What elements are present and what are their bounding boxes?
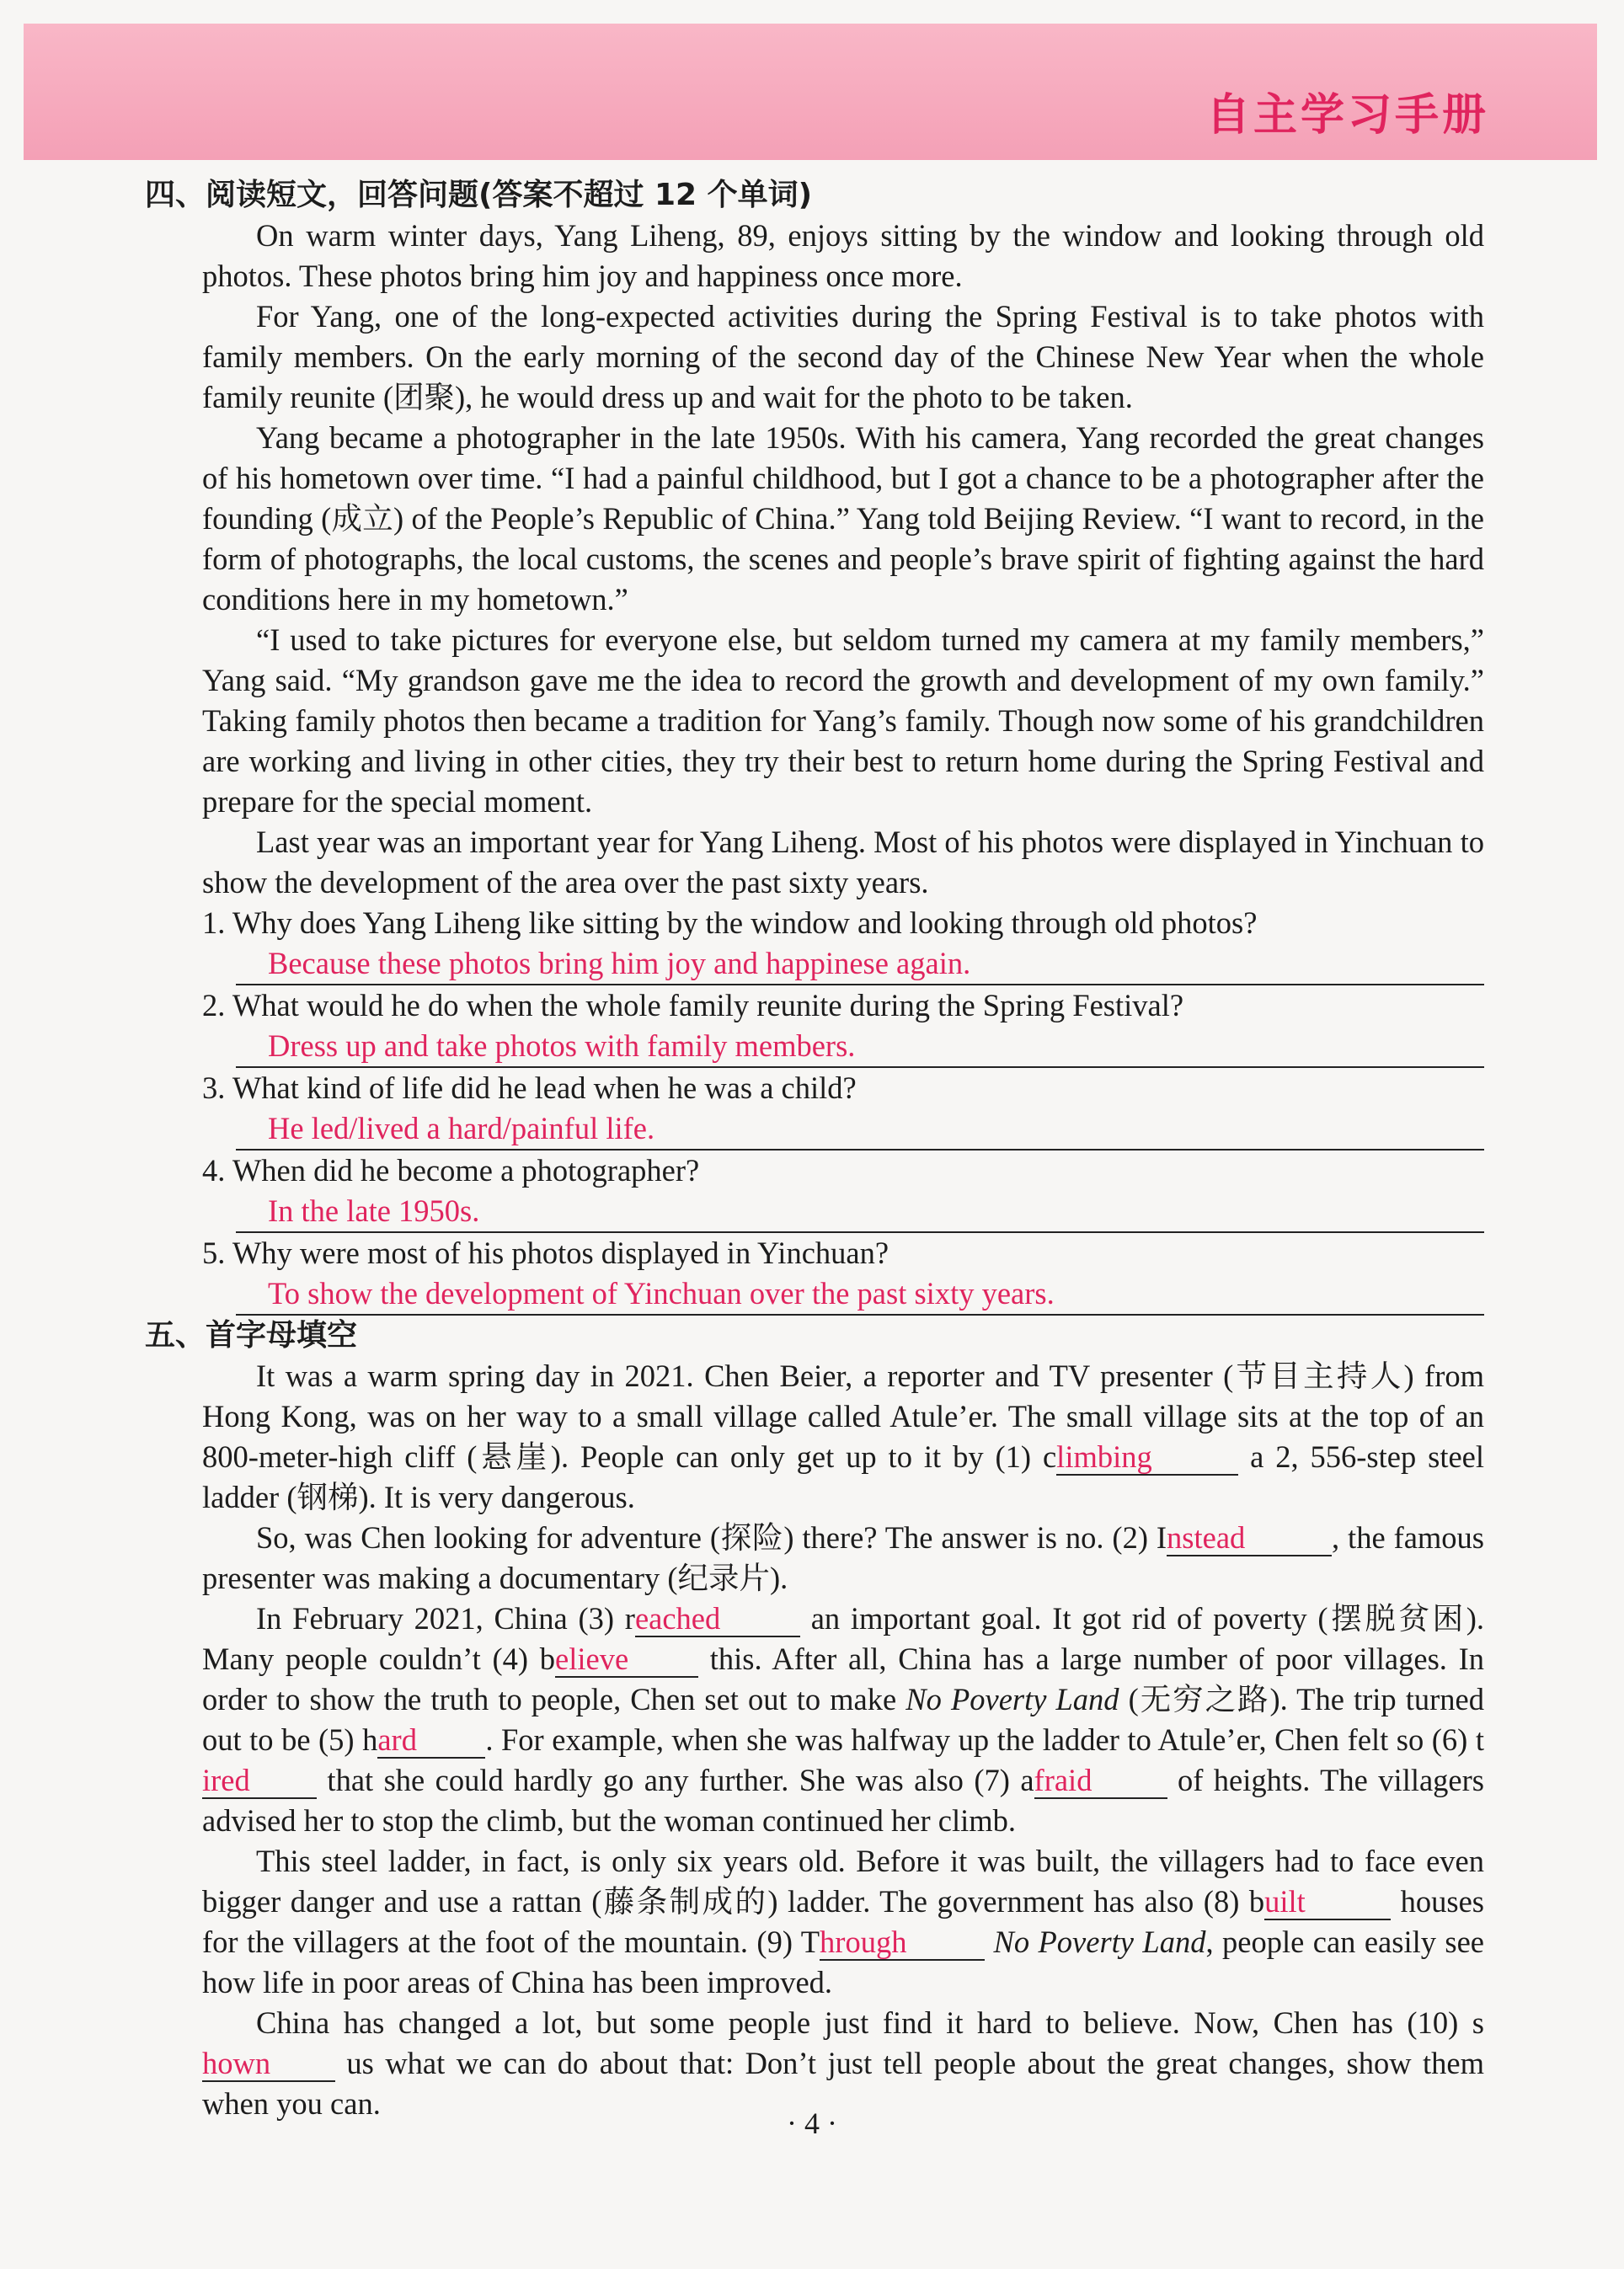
answer-text-3: He led/lived a hard/painful life. bbox=[268, 1111, 655, 1145]
answer-text-4: In the late 1950s. bbox=[268, 1193, 480, 1228]
cloze-paragraph-3: In February 2021, China (3) reached an important goal. It got rid of poverty (摆脱贫困). Many people couldn’t (4) believe this. After all, China has a large number of poor villages. In order to show the truth to people, Chen set out to make No Poverty Land (无穷之路). The trip turned out to be (5) hard . For example, when she was halfway up the ladder to Atule’er, Chen felt so (6) tired that she could hardly go any further. She was also (7) afraid of heights. The villagers advised her to stop the climb, but the woman continued her climb. bbox=[202, 1601, 1484, 1838]
answer-text-2: Dress up and take photos with family members. bbox=[268, 1028, 856, 1063]
page-content bbox=[145, 175, 1485, 2124]
blank-1[interactable]: limbing bbox=[1056, 1440, 1238, 1476]
answer-line-3[interactable] bbox=[236, 1108, 1484, 1151]
header-banner bbox=[24, 24, 1597, 160]
page-number: · 4 · bbox=[787, 2106, 837, 2140]
header-title: 自主学习手册 bbox=[1205, 90, 1489, 141]
question-1: 1. Why does Yang Liheng like sitting by the window and looking through old photos? bbox=[202, 905, 1258, 940]
section4-title: 四、阅读短文，回答问题(答案不超过 12 个单词) bbox=[145, 178, 813, 212]
blank-3[interactable]: eached bbox=[635, 1602, 800, 1637]
cloze-paragraph-5: China has changed a lot, but some people just find it hard to believe. Now, Chen has (10) shown us what we can do about that: Don’t just tell people about the great changes, show them when you can. bbox=[202, 2005, 1484, 2121]
cloze-paragraph-4: This steel ladder, in fact, is only six years old. Before it was built, the villagers had to face even bigger danger and use a rattan (藤条制成的) ladder. The government has also (8) built houses for the villagers at the foot of the mountain. (9) Through No Poverty Land, people can easily see how life in poor areas of China has been improved. bbox=[202, 1844, 1485, 1999]
passage-paragraph: “I used to take pictures for everyone else, but seldom turned my camera at my family members,” Yang said. “My grandson gave me the idea to record the growth and development of my own family.” Taking family photos then became a tradition for Yang’s family. Though now some of his grandchildren are working and living in other cities, they try their best to return home during the Spring Festival and prepare for the special moment. bbox=[202, 622, 1484, 819]
question-4: 4. When did he become a photographer? bbox=[202, 1153, 700, 1188]
question-5: 5. Why were most of his photos displayed in Yinchuan? bbox=[202, 1236, 889, 1270]
passage-paragraph: For Yang, one of the long-expected activities during the Spring Festival is to take photos with family members. On the early morning of the second day of the Chinese New Year when the whole family reunite (团聚), he would dress up and wait for the photo to be taken. bbox=[202, 299, 1484, 414]
question-2: 2. What would he do when the whole family reunite during the Spring Festival? bbox=[202, 988, 1184, 1022]
blank-8[interactable]: uilt bbox=[1264, 1885, 1391, 1920]
question-3: 3. What kind of life did he lead when he was a child? bbox=[202, 1070, 857, 1105]
blank-7[interactable]: fraid bbox=[1034, 1764, 1167, 1799]
film-title: No Poverty Land bbox=[993, 1925, 1206, 1959]
passage-paragraph: On warm winter days, Yang Liheng, 89, enjoys sitting by the window and looking through old photos. These photos bring him joy and happiness once more. bbox=[202, 218, 1484, 293]
answer-text-5: To show the development of Yinchuan over the past sixty years. bbox=[268, 1276, 1055, 1311]
cloze-paragraph-2: So, was Chen looking for adventure (探险) there? The answer is no. (2) Instead , the famous presenter was making a documentary (纪录片). bbox=[202, 1520, 1484, 1595]
blank-4[interactable]: elieve bbox=[555, 1642, 698, 1678]
answer-line-1[interactable] bbox=[236, 943, 1484, 985]
cloze-paragraph-1: It was a warm spring day in 2021. Chen Beier, a reporter and TV presenter (节目主持人) from Hong Kong, was on her way to a small village called Atule’er. The small village sits at the top of an 800-meter-high cliff (悬崖). People can only get up to it by (1) climbing a 2, 556-step steel ladder (钢梯). It is very dangerous. bbox=[202, 1359, 1485, 1514]
answer-line-5[interactable] bbox=[236, 1273, 1484, 1316]
film-title: No Poverty Land bbox=[905, 1682, 1119, 1716]
answer-line-4[interactable] bbox=[236, 1191, 1484, 1233]
blank-9[interactable]: hrough bbox=[820, 1925, 985, 1961]
blank-6[interactable]: ired bbox=[202, 1764, 317, 1799]
passage-paragraph: Last year was an important year for Yang Liheng. Most of his photos were displayed in Yinchuan to show the development of the area over the past sixty years. bbox=[202, 825, 1484, 900]
blank-5[interactable]: ard bbox=[377, 1723, 485, 1759]
blank-2[interactable]: nstead bbox=[1167, 1521, 1332, 1556]
answer-line-2[interactable] bbox=[236, 1026, 1484, 1068]
answer-text-1: Because these photos bring him joy and happinese again. bbox=[268, 946, 971, 980]
section5-title: 五、首字母填空 bbox=[145, 1318, 358, 1353]
passage-paragraph: Yang became a photographer in the late 1950s. With his camera, Yang recorded the great changes of his hometown over time. “I had a painful childhood, but I got a chance to be a photographer after the founding (成立) of the People’s Republic of China.” Yang told Beijing Review. “I want to record, in the form of photographs, the local customs, the scenes and people’s brave spirit of fighting against the hard conditions here in my hometown.” bbox=[202, 420, 1484, 617]
blank-10[interactable]: hown bbox=[202, 2047, 335, 2082]
